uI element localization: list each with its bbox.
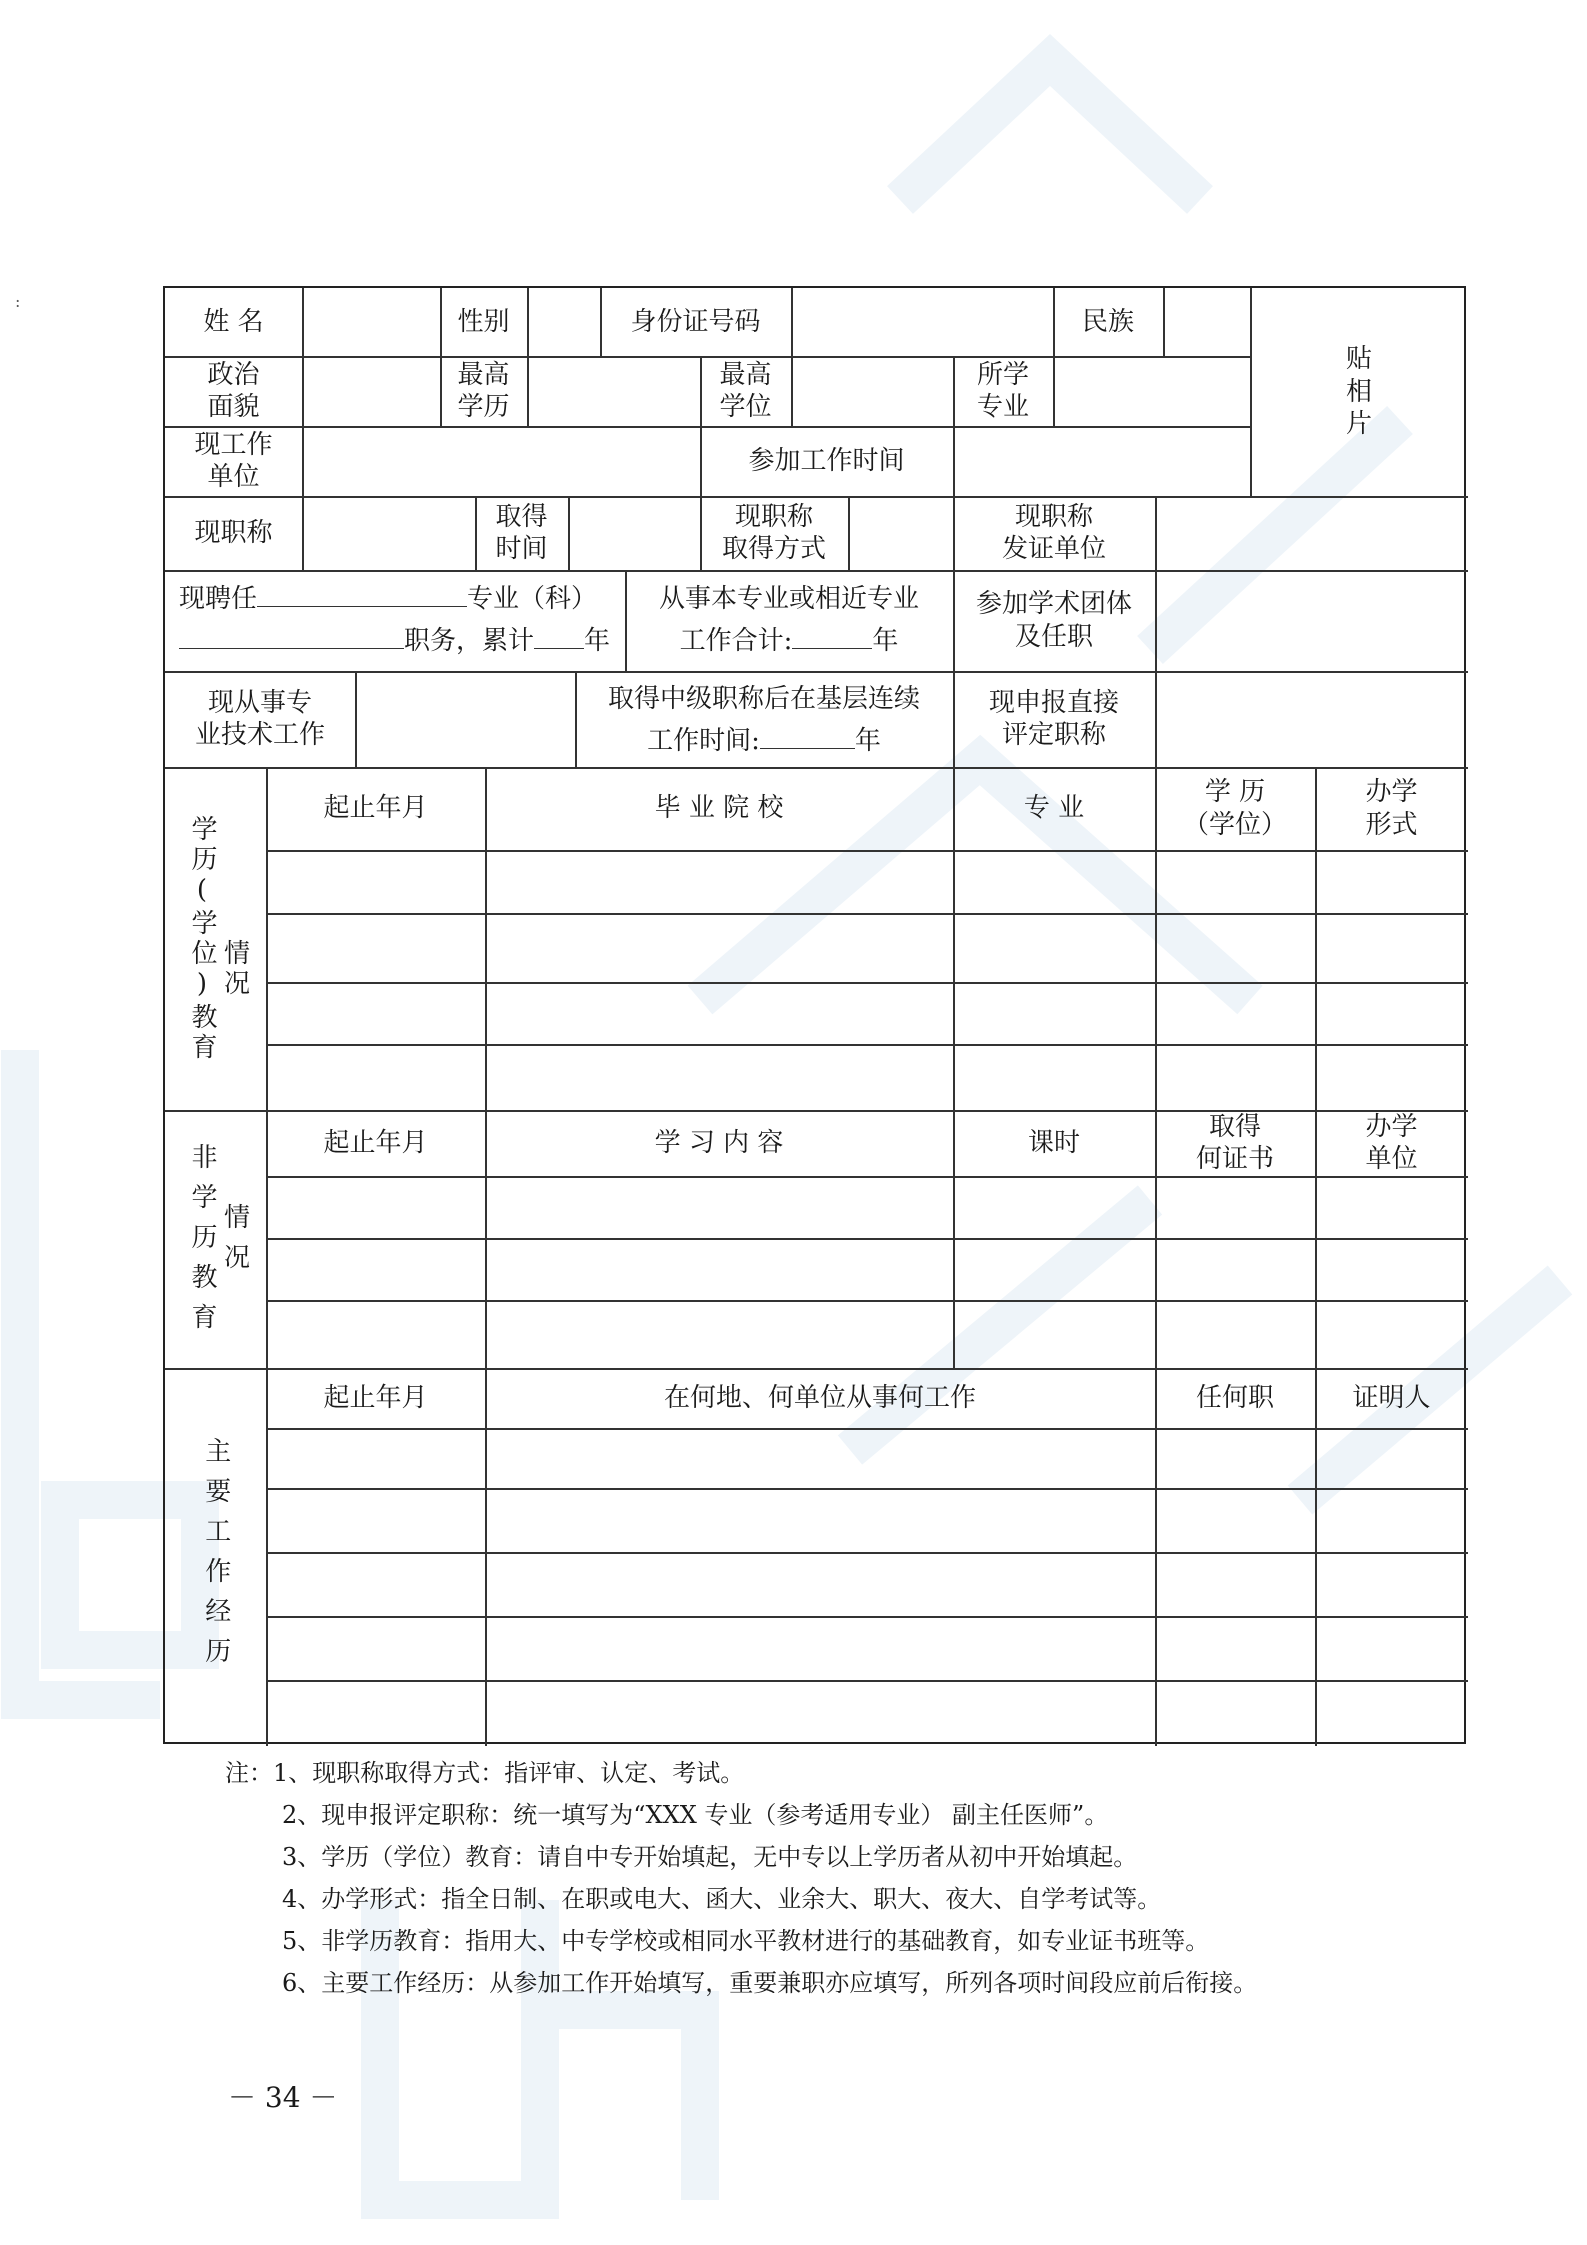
- note-4: 4、办学形式：指全日制、在职或电大、函大、业余大、职大、夜大、自学考试等。: [282, 1885, 1162, 1913]
- edu-section-label2: 情况: [219, 939, 250, 999]
- label-obtain-way: 现职称 取得方式: [721, 501, 826, 564]
- edu-col-school: 毕 业 院 校: [654, 793, 784, 824]
- input-id-number[interactable]: [791, 288, 1053, 356]
- nonedu-col-hours: 课时: [1027, 1127, 1080, 1158]
- note-1: 注：1、现职称取得方式：指评审、认定、考试。: [225, 1759, 745, 1787]
- note-3: 3、学历（学位）教育：请自中专开始填起，无中专以上学历者从初中开始填起。: [282, 1843, 1138, 1871]
- label-current-tech-work: 现从事专 业技术工作: [194, 687, 325, 750]
- label-nonedu-section: [175, 1118, 261, 1368]
- photo-area[interactable]: 贴 相 片: [1345, 344, 1372, 440]
- nonedu-col-period: 起止年月: [323, 1127, 428, 1158]
- application-form-table: [163, 286, 1466, 1744]
- work-section-label: 主要工作经历: [200, 1437, 231, 1677]
- work-b: 工作合计:: [679, 626, 793, 656]
- base-b: 工作时间:: [647, 726, 760, 756]
- base-a: 取得中级职称后在基层连续: [607, 684, 920, 714]
- input-ethnic[interactable]: [1163, 288, 1250, 356]
- work-col-period: 起止年月: [323, 1382, 428, 1413]
- input-name[interactable]: [302, 288, 440, 356]
- label-major: 所学 专业: [976, 359, 1029, 422]
- label-gender: 性别: [457, 306, 510, 337]
- label-current-title: 现职称: [194, 517, 273, 548]
- label-obtain-time: 取得 时间: [495, 501, 548, 564]
- work-col-place: 在何地、何单位从事何工作: [663, 1382, 976, 1413]
- nonedu-section-label: 非学历教育: [187, 1143, 217, 1343]
- page-number: － 34 －: [228, 2081, 338, 2114]
- nonedu-col-content: 学 习 内 容: [654, 1127, 784, 1158]
- label-edu-section: [183, 768, 253, 1110]
- work-a: 从事本专业或相近专业: [658, 584, 919, 614]
- work-col-witness: 证明人: [1352, 1382, 1431, 1413]
- margin-mark: :: [15, 292, 21, 311]
- label-work-unit: 现工作 单位: [194, 429, 273, 492]
- appoint-d: 年: [584, 626, 611, 656]
- edu-col-period: 起止年月: [323, 793, 428, 824]
- appoint-c: 职务，累计: [404, 626, 535, 656]
- label-work-section: [165, 1368, 266, 1746]
- appoint-a: 现聘任: [179, 584, 258, 614]
- label-highest-edu: 最高 学历: [457, 359, 510, 422]
- grassroots-time-text: [575, 678, 953, 762]
- label-academic-society: 参加学术团体 及任职: [975, 589, 1132, 652]
- label-name: 姓 名: [203, 306, 264, 337]
- note-5: 5、非学历教育：指用大、中专学校或相同水平教材进行的基础教育，如专业证书班等。: [282, 1927, 1210, 1955]
- note-6: 6、主要工作经历：从参加工作开始填写，重要兼职亦应填写，所列各项时间段应前后衔接。: [282, 1969, 1258, 1997]
- input-gender[interactable]: [527, 288, 600, 356]
- nonedu-col-certificate: 取得 何证书: [1195, 1111, 1274, 1174]
- label-id-number: 身份证号码: [630, 306, 761, 337]
- work-c: 年: [872, 626, 899, 656]
- label-ethnic: 民族: [1081, 306, 1134, 337]
- nonedu-col-organizer: 办学 单位: [1365, 1111, 1418, 1174]
- label-issuer: 现职称 发证单位: [1001, 501, 1106, 564]
- base-c: 年: [854, 726, 881, 756]
- form-notes: [225, 1752, 1257, 2004]
- work-col-position: 任何职: [1195, 1382, 1274, 1413]
- label-work-start-time: 参加工作时间: [748, 445, 905, 476]
- edu-section-label: 学历(学位)教育: [187, 815, 217, 1063]
- label-highest-degree: 最高 学位: [719, 359, 772, 422]
- appoint-b: 专业（科）: [467, 584, 598, 614]
- appointment-text: [179, 578, 619, 662]
- label-politics: 政治 面貌: [207, 359, 260, 422]
- edu-col-major: 专 业: [1023, 793, 1085, 824]
- edu-col-mode: 办学 形式: [1365, 777, 1418, 840]
- nonedu-section-label2: 情况: [219, 1203, 250, 1283]
- edu-col-degree: 学 历 （学位）: [1182, 777, 1287, 840]
- work-total-text: [625, 578, 953, 662]
- label-apply-title: 现申报直接 评定职称: [988, 687, 1119, 750]
- note-2: 2、现申报评定职称：统一填写为“XXX 专业（参考适用专业） 副主任医师”。: [282, 1801, 1109, 1829]
